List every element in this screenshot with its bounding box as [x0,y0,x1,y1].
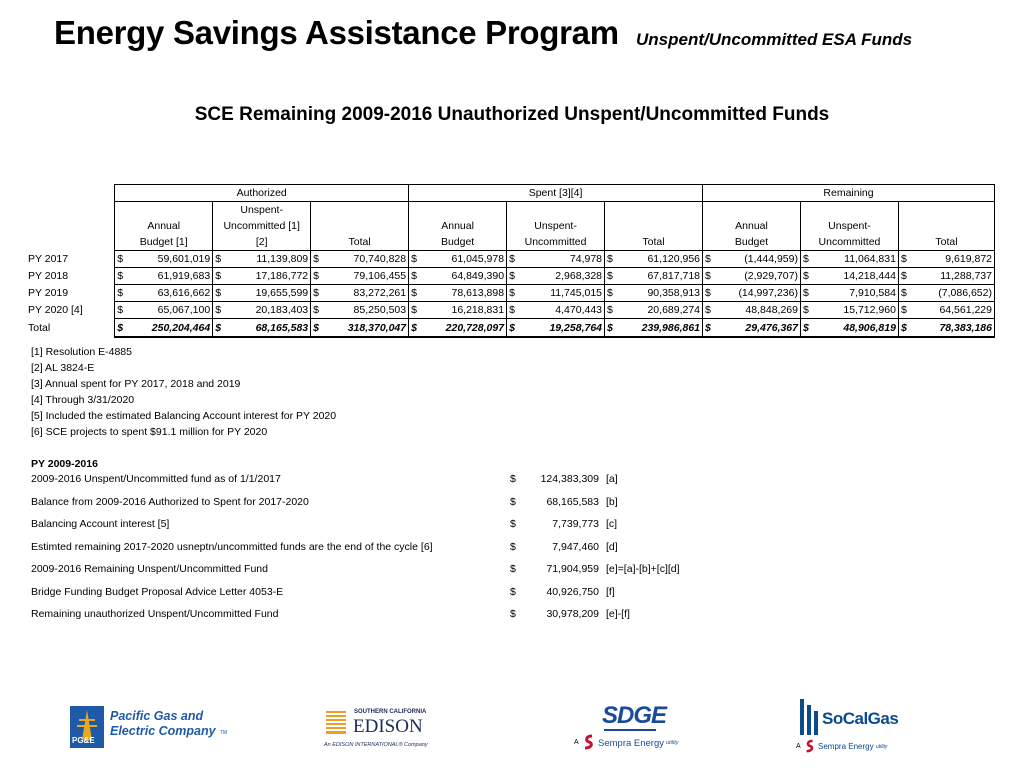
currency-symbol: $ [311,285,321,302]
value-cell: 250,204,464 [125,319,213,338]
spent-annual-header-2: Budget [409,234,507,251]
value-cell: 220,728,097 [419,319,507,338]
value-cell: 61,045,978 [419,251,507,268]
socalgas-tagline-c: utility [876,744,888,750]
row-label: PY 2019 [28,287,69,299]
value-cell: 70,740,828 [321,251,409,268]
currency-symbol: $ [605,268,615,285]
calc-label: 2009-2016 Remaining Unspent/Uncommitted Fund [31,563,268,575]
spent-unspent-header-2: Uncommitted [507,234,605,251]
rem-annual-header-2: Budget [703,234,801,251]
currency-symbol: $ [311,302,321,319]
currency-symbol: $ [507,268,517,285]
currency-symbol: $ [213,285,223,302]
auth-annual-header-1: Annual [115,218,213,234]
currency-symbol: $ [409,285,419,302]
sdge-logo [574,702,686,756]
socalgas-logo [796,697,899,755]
value-cell: 20,183,403 [223,302,311,319]
currency-symbol: $ [311,319,321,338]
sdge-underline [604,729,656,731]
currency-symbol: $ [507,285,517,302]
footnote: [4] Through 3/31/2020 [31,394,135,406]
group-remaining: Remaining [703,185,995,202]
currency-symbol: $ [703,319,713,338]
edison-name: EDISON [353,716,423,737]
currency-symbol: $ [898,268,908,285]
table-subtitle: SCE Remaining 2009-2016 Unauthorized Unspent/Uncommitted Funds [194,104,830,125]
currency-symbol: $ [213,319,223,338]
calc-label: Remaining unauthorized Unspent/Uncommitted Fund [31,608,279,620]
sdge-name: SDGE [602,702,667,729]
calc-currency: $ [510,540,516,553]
currency-symbol: $ [605,285,615,302]
calc-row [31,495,731,518]
currency-symbol: $ [507,319,517,338]
calc-ref: [d] [606,540,618,553]
spent-annual-header-1: Annual [409,218,507,234]
currency-symbol: $ [703,268,713,285]
currency-symbol: $ [213,302,223,319]
currency-symbol: $ [898,251,908,268]
calc-row [31,517,731,540]
group-header-row [28,185,995,202]
value-cell: 78,613,898 [419,285,507,302]
currency-symbol: $ [311,251,321,268]
edison-tagline: An EDISON INTERNATIONAL® Company [324,742,428,748]
footnote: [1] Resolution E-4885 [31,346,132,358]
calc-amount: 7,947,460 [552,540,599,553]
row-label: PY 2020 [4] [28,304,83,316]
table-row [28,251,995,268]
footnotes [31,344,336,440]
rem-unspent-header-1: Unspent- [800,218,898,234]
value-cell: 11,745,015 [517,285,605,302]
pge-line2: Electric Company [110,724,216,738]
calc-amount: 124,383,309 [540,473,599,485]
calc-label: Balancing Account interest [5] [31,518,170,530]
value-cell: 17,186,772 [223,268,311,285]
rem-unspent-header-2: Uncommitted [800,234,898,251]
auth-total-header: Total [311,234,409,251]
socalgas-name: SoCalGas [822,709,899,728]
value-cell: 48,906,819 [811,319,899,338]
calc-label: 2009-2016 Unspent/Uncommitted fund as of 1/1/2017 [31,473,281,485]
value-cell: 29,476,367 [713,319,801,338]
currency-symbol: $ [213,268,223,285]
currency-symbol: $ [898,285,908,302]
currency-symbol: $ [898,319,908,338]
value-cell: 63,616,662 [125,285,213,302]
col-header-row-3 [28,234,995,251]
calc-amount: 71,904,959 [546,563,599,575]
pge-tm: TM [220,730,228,736]
currency-symbol: $ [605,251,615,268]
auth-unspent-header-3: [2] [213,234,311,251]
page-title: Energy Savings Assistance Program [54,14,619,51]
calc-amount: 30,978,209 [546,608,599,620]
sdge-tagline-b: Sempra Energy [598,738,665,749]
calc-currency: $ [510,608,516,620]
currency-symbol: $ [703,285,713,302]
calc-ref: [e]=[a]-[b]+[c][d] [606,563,680,575]
calc-ref: [e]-[f] [606,608,630,620]
row-label: PY 2018 [28,270,69,282]
currency-symbol: $ [605,302,615,319]
footnote: [5] Included the estimated Balancing Account interest for PY 2020 [31,410,337,422]
table-row [28,285,995,302]
edison-sun-icon [324,707,348,737]
value-cell: (2,929,707) [713,268,801,285]
value-cell: 64,849,390 [419,268,507,285]
currency-symbol: $ [800,285,810,302]
value-cell: 2,968,328 [517,268,605,285]
socalgas-tagline-b: Sempra Energy [818,742,874,751]
spent-unspent-header-1: Unspent- [507,218,605,234]
footnote: [3] Annual spent for PY 2017, 2018 and 2019 [31,378,241,390]
value-cell: 85,250,503 [321,302,409,319]
footnote: [2] AL 3824-E [31,362,95,374]
value-cell: 11,139,809 [223,251,311,268]
currency-symbol: $ [115,285,125,302]
value-cell: 14,218,444 [811,268,899,285]
pge-logo [70,706,230,748]
value-cell: (14,997,236) [713,285,801,302]
value-cell: 79,106,455 [321,268,409,285]
calc-row [31,562,731,585]
pge-mark: PG&E [72,736,95,745]
currency-symbol: $ [115,319,125,338]
value-cell: 59,601,019 [125,251,213,268]
group-authorized: Authorized [115,185,409,202]
calc-currency: $ [510,563,516,575]
pge-line1: Pacific Gas and [110,709,204,723]
auth-unspent-header-1: Unspent- [213,202,311,219]
currency-symbol: $ [800,268,810,285]
calc-row [31,472,731,495]
calc-amount: 40,926,750 [546,585,599,598]
value-cell: 239,986,861 [615,319,703,338]
col-header-row-2 [28,218,995,234]
calc-ref: [c] [606,518,618,530]
spent-total-header: Total [605,234,703,251]
calc-currency: $ [510,518,516,530]
value-cell: 9,619,872 [909,251,995,268]
funds-table [28,184,995,338]
rem-total-header: Total [898,234,994,251]
calc-currency: $ [510,585,516,598]
value-cell: 7,910,584 [811,285,899,302]
currency-symbol: $ [409,251,419,268]
currency-symbol: $ [605,319,615,338]
calc-currency: $ [510,473,516,485]
currency-symbol: $ [898,302,908,319]
calc-heading: PY 2009-2016 [31,458,98,470]
total-row [28,319,995,338]
value-cell: 90,358,913 [615,285,703,302]
value-cell: 16,218,831 [419,302,507,319]
group-spent: Spent [3][4] [409,185,703,202]
row-label: Total [28,321,51,334]
value-cell: 74,978 [517,251,605,268]
value-cell: 83,272,261 [321,285,409,302]
table-row [28,268,995,285]
auth-unspent-header-2: Uncommitted [1] [213,218,311,234]
calc-currency: $ [510,495,516,508]
value-cell: 318,370,047 [321,319,409,338]
value-cell: 11,064,831 [811,251,899,268]
socalgas-tagline-a: A [796,743,801,750]
socalgas-flame-icon [798,697,820,737]
value-cell: 61,120,956 [615,251,703,268]
edison-top: SOUTHERN CALIFORNIA [354,709,427,715]
currency-symbol: $ [311,268,321,285]
currency-symbol: $ [213,251,223,268]
currency-symbol: $ [507,251,517,268]
sdge-tagline-c: utility [666,740,679,746]
value-cell: (7,086,652) [909,285,995,302]
value-cell: 65,067,100 [125,302,213,319]
value-cell: 19,655,599 [223,285,311,302]
currency-symbol: $ [800,251,810,268]
currency-symbol: $ [115,302,125,319]
value-cell: 48,848,269 [713,302,801,319]
value-cell: 61,919,683 [125,268,213,285]
sempra-mark-icon [582,734,596,750]
value-cell: 15,712,960 [811,302,899,319]
currency-symbol: $ [800,319,810,338]
calc-amount: 68,165,583 [546,495,599,508]
value-cell: 68,165,583 [223,319,311,338]
value-cell: 78,383,186 [909,319,995,338]
currency-symbol: $ [409,302,419,319]
value-cell: 11,288,737 [909,268,995,285]
currency-symbol: $ [409,319,419,338]
calc-row [31,585,731,608]
value-cell: 20,689,274 [615,302,703,319]
sdge-tagline-a: A [574,739,579,746]
footnote: [6] SCE projects to spent $91.1 million for PY 2020 [31,426,268,438]
value-cell: 64,561,229 [909,302,995,319]
calc-row [31,540,731,563]
value-cell: 19,258,764 [517,319,605,338]
calc-ref: [b] [606,495,618,508]
currency-symbol: $ [115,251,125,268]
rem-annual-header-1: Annual [703,218,801,234]
auth-annual-header-2: Budget [1] [115,234,213,251]
currency-symbol: $ [115,268,125,285]
value-cell: 4,470,443 [517,302,605,319]
currency-symbol: $ [703,302,713,319]
edison-logo [324,707,449,753]
row-label: PY 2017 [28,253,69,265]
currency-symbol: $ [800,302,810,319]
currency-symbol: $ [507,302,517,319]
calc-ref: [f] [606,585,615,598]
col-header-row-1 [28,202,995,219]
value-cell: 67,817,718 [615,268,703,285]
calc-label: Balance from 2009-2016 Authorized to Spent for 2017-2020 [31,495,309,508]
value-cell: (1,444,959) [713,251,801,268]
page-title-suffix: Unspent/Uncommitted ESA Funds [636,30,913,49]
calc-amount: 7,739,773 [552,518,599,530]
currency-symbol: $ [703,251,713,268]
socalgas-sempra-mark-icon [804,739,816,753]
calc-row [31,607,731,630]
calc-label: Estimted remaining 2017-2020 usneptn/uncommitted funds are the end of the cycle [6] [31,540,433,553]
calc-ref: [a] [606,473,618,485]
currency-symbol: $ [409,268,419,285]
calc-section [31,456,731,630]
calc-label: Bridge Funding Budget Proposal Advice Letter 4053-E [31,585,284,598]
table-row [28,302,995,319]
